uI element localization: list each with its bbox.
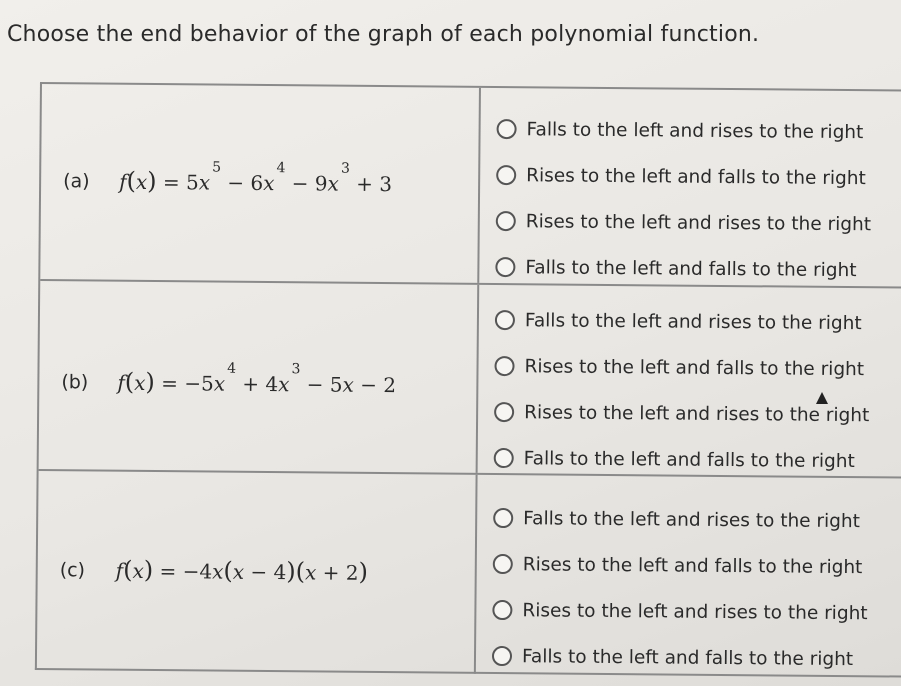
question-label-c: (c) (59, 559, 86, 582)
question-label-a: (a) (63, 170, 90, 193)
radio-button[interactable] (492, 646, 512, 666)
option-a-rises-left-rises-right[interactable]: Rises to the left and rises to the right (496, 198, 872, 247)
question-row-c (37, 471, 901, 678)
question-label-b: (b) (61, 371, 89, 394)
option-c-rises-left-rises-right[interactable]: Rises to the left and rises to the right (492, 587, 868, 636)
option-a-rises-left-falls-right[interactable]: Rises to the left and falls to the right (496, 152, 872, 201)
option-b-falls-left-falls-right[interactable]: Falls to the left and falls to the right (494, 435, 870, 484)
question-row-a (40, 84, 901, 289)
radio-button[interactable] (493, 508, 513, 528)
radio-button[interactable] (494, 356, 514, 376)
function-a: $f(x) = 5x^5 - 6x^4 - 9x^3 + 3$ (119, 159, 393, 197)
answer-table (35, 82, 901, 678)
function-c: f(x) = −4x(x − 4)(x + 2) (115, 555, 369, 586)
radio-button[interactable] (494, 402, 514, 422)
option-c-falls-left-rises-right[interactable]: Falls to the left and rises to the right (493, 495, 869, 544)
option-a-falls-left-rises-right[interactable]: Falls to the left and rises to the right (496, 106, 872, 155)
radio-button[interactable] (497, 119, 517, 139)
radio-button[interactable] (492, 600, 512, 620)
radio-button[interactable] (496, 211, 516, 231)
radio-button[interactable] (496, 165, 516, 185)
radio-button[interactable] (493, 554, 513, 574)
option-c-rises-left-falls-right[interactable]: Rises to the left and falls to the right (493, 541, 869, 590)
option-a-falls-left-falls-right[interactable]: Falls to the left and falls to the right (495, 244, 871, 293)
mouse-cursor-icon (816, 392, 828, 404)
radio-button[interactable] (494, 448, 514, 468)
question-row-b (39, 281, 901, 479)
option-c-falls-left-falls-right[interactable]: Falls to the left and falls to the right (492, 633, 868, 682)
option-b-rises-left-rises-right[interactable]: Rises to the left and rises to the right (494, 389, 870, 438)
question-prompt: Choose the end behavior of the graph of each polynomial function. (7, 22, 760, 47)
function-b: $f(x) = -5x^4 + 4x^3 - 5x - 2$ (117, 360, 397, 398)
radio-button[interactable] (495, 257, 515, 277)
option-b-rises-left-falls-right[interactable]: Rises to the left and falls to the right (494, 343, 870, 392)
option-b-falls-left-rises-right[interactable]: Falls to the left and rises to the right (495, 297, 871, 346)
radio-button[interactable] (495, 310, 515, 330)
